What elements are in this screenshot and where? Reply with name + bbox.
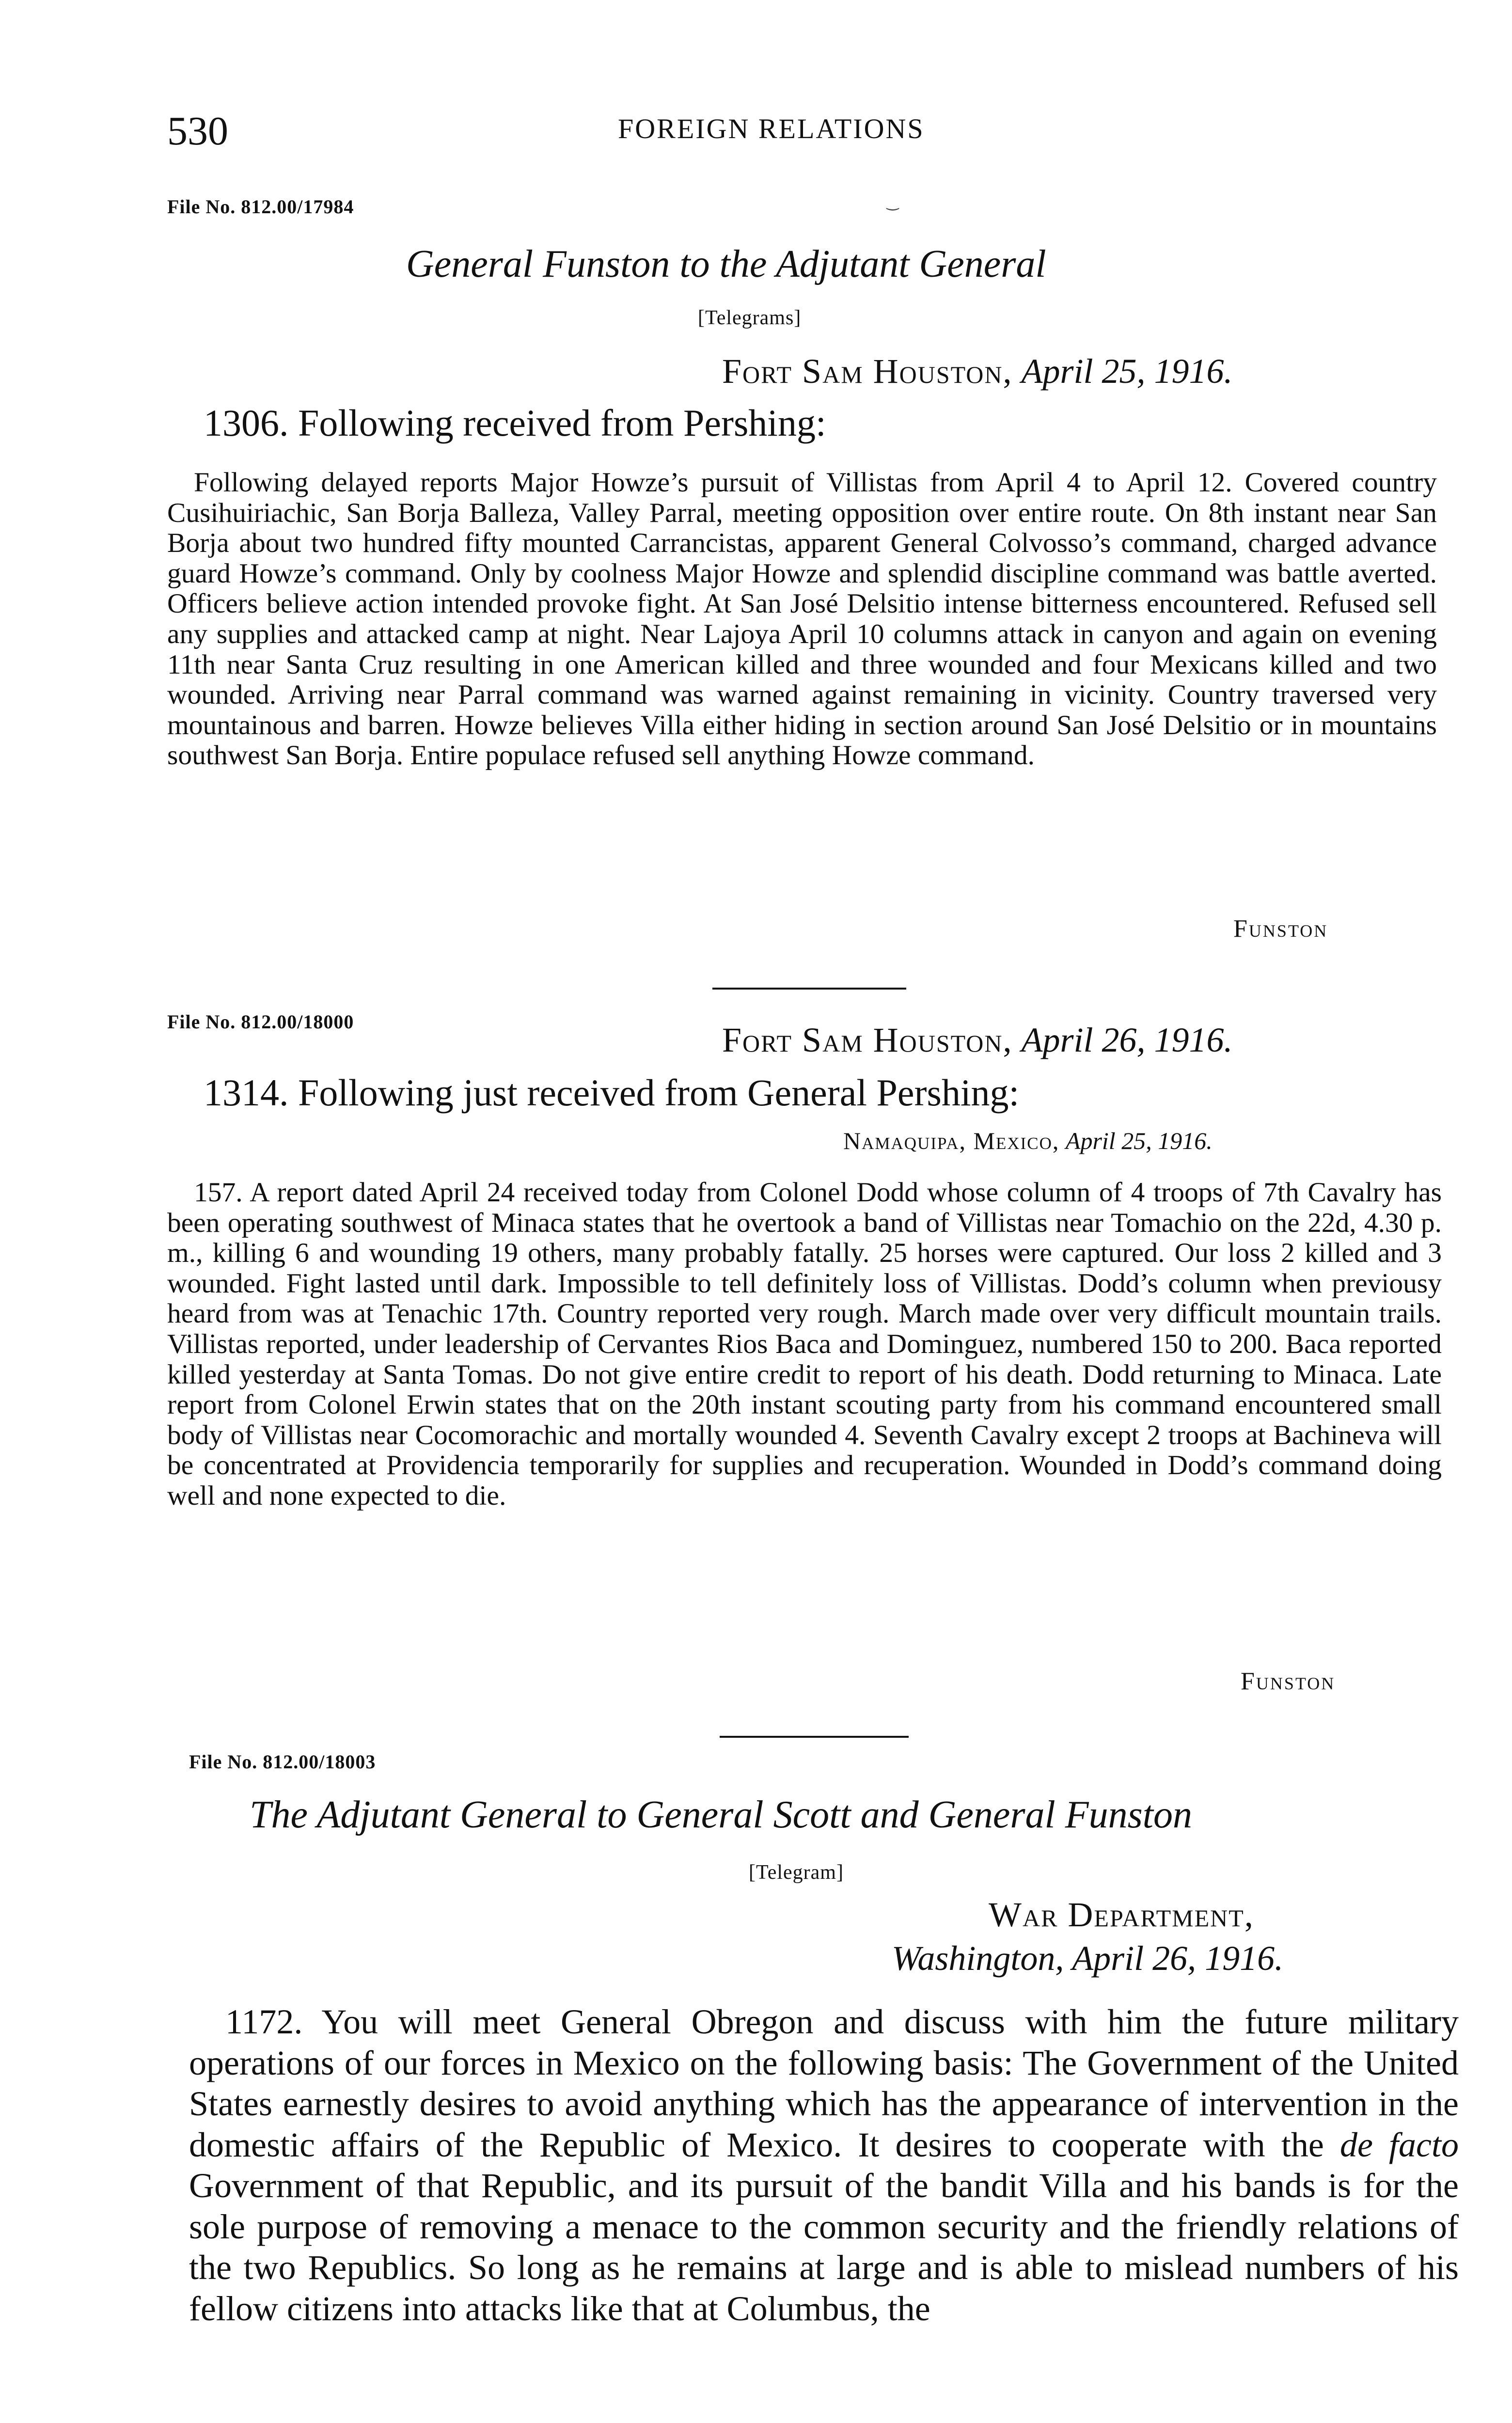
dateline-3-date-line [892, 1938, 1283, 1979]
body-text-3 [189, 2001, 1459, 2329]
sub-dateline-2-date: April 25, 1916. [1065, 1127, 1213, 1154]
heading-1: General Funston to the Adjutant General [406, 243, 1046, 285]
signature-1: Funston [1233, 915, 1328, 943]
signature-2: Funston [1241, 1668, 1336, 1695]
dateline-3-place: War Department, [989, 1895, 1254, 1934]
heading-3: The Adjutant General to General Scott and General Funston [250, 1794, 1192, 1836]
page-number: 530 [167, 109, 228, 154]
body-text-2: 157. A report dated April 24 received today from Colonel Dodd whose column of 4 troops of 7th Cavalry has been operating southwest of Minaca states that he overtook a band of Villistas near Tomachio on the 22d, 4.30 p. m., killing 6 and wounding 19 others, many probably fatally. 25 horses were captured. Our loss 2 killed and 3 wounded. Fight lasted until dark. Impossible to tell definitely loss of Villistas. Dodd’s column when previousy heard from was at Tenachic 17th. Country reported very rough. March made over very difficult mountain trails. Villistas reported, under leadership of Cervantes Rios Baca and Dominguez, numbered 150 to 200. Baca reported killed yesterday at Santa Tomas. Do not give entire credit to report of his death. Dodd returning to Minaca. Late report from Colonel Erwin states that on the 20th instant scouting party from his command encountered small body of Villistas near Cocomorachic and mortally wounded 4. Seventh Cavalry except 2 troops at Bachineva will be concentrated at Providencia temporarily for supplies and recuperation. Wounded in Dodd’s command doing well and none expected to die. [167, 1177, 1442, 1511]
dateline-3-date: Washington, April 26, 1916. [892, 1939, 1284, 1978]
dateline-2-date: April 26, 1916. [1021, 1021, 1233, 1059]
dateline-1-place: Fort Sam Houston, [722, 352, 1013, 391]
bracket-note-1: [Telegrams] [698, 307, 802, 329]
dateline-3-place-line [989, 1895, 1254, 1935]
sub-dateline-2 [843, 1127, 1213, 1155]
file-number-2: File No. 812.00/18000 [167, 1011, 354, 1033]
body-text-3-part-2: Government of that Republic, and its pursuit of the bandit Villa and his bands is for the sole purpose of removing a menace to the common security and the friendly relations of the two Republics. So long as he remains at large and is able to mislead numbers of his fellow citizens into attacks like that at Columbus, the [189, 2166, 1459, 2328]
sub-dateline-2-place: Namaquipa, Mexico, [843, 1127, 1060, 1154]
lead-line-1: 1306. Following received from Pershing: [204, 402, 826, 444]
dateline-2 [722, 1020, 1233, 1060]
running-head [167, 108, 1447, 166]
separator-rule-2 [720, 1736, 909, 1738]
body-text-3-part-1: 1172. You will meet General Obregon and discuss with him the future military operations of our forces in Mexico on the following basis: The Government of the United States earnestly desires to avoid anything which has the appearance of intervention in the domestic affairs of the Republic of Mexico. It desires to cooperate with the [189, 2002, 1459, 2164]
dateline-1 [722, 351, 1233, 392]
dateline-2-place: Fort Sam Houston, [722, 1021, 1013, 1059]
separator-rule-1 [712, 988, 906, 990]
file-number-1: File No. 812.00/17984 [167, 196, 354, 218]
body-text-3-italic: de facto [1339, 2125, 1459, 2164]
body-text-1: Following delayed reports Major Howze’s pursuit of Villistas from April 4 to April 12. Covered country Cusihuiriachic, San Borja Balleza, Valley Parral, meeting opposition over entire route. On 8th instant near San Borja about two hundred fifty mounted Carrancistas, apparent General Colvosso’s command, charged advance guard Howze’s command. Only by coolness Major Howze and splendid discipline command was battle averted. Officers believe action intended provoke fight. At San José Delsitio intense bitterness encountered. Refused sell any supplies and attacked camp at night. Near Lajoya April 10 columns attack in canyon and again on evening 11th near Santa Cruz resulting in one American killed and three wounded and four Mexicans killed and two wounded. Arriving near Parral command was warned against remaining in vicinity. Country traversed very mountainous and barren. Howze believes Villa either hiding in section around San José Delsitio or in mountains southwest San Borja. Entire populace refused sell anything Howze command. [167, 467, 1437, 771]
running-title: FOREIGN RELATIONS [618, 113, 925, 144]
ornament-mark: ‿ [887, 194, 899, 210]
dateline-1-date: April 25, 1916. [1021, 352, 1233, 391]
bracket-note-3: [Telegram] [749, 1861, 844, 1884]
file-number-3: File No. 812.00/18003 [189, 1751, 376, 1773]
lead-line-2: 1314. Following just received from General Pershing: [204, 1071, 1020, 1114]
